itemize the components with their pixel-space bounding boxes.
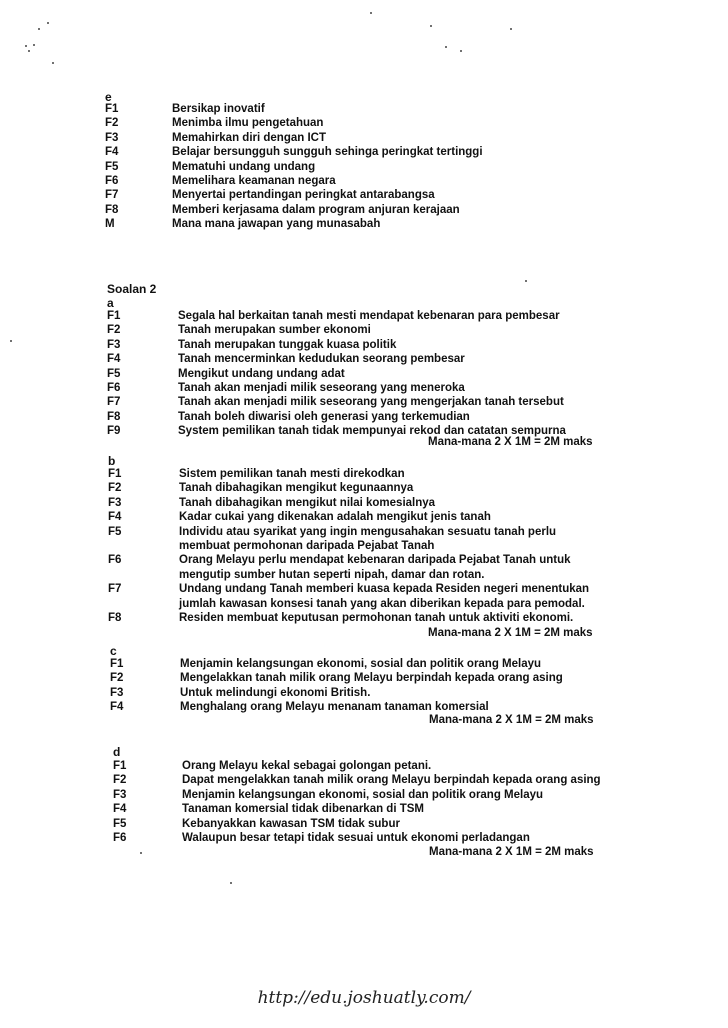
item-code: F6 — [113, 832, 127, 844]
item-code: F1 — [113, 760, 127, 772]
item-code: F6 — [105, 175, 119, 187]
item-text: Tanah merupakan sumber ekonomi — [178, 324, 371, 337]
item-code: F8 — [107, 410, 121, 423]
section-heading: Soalan 2 — [107, 282, 157, 296]
item-text: Tanah boleh diwarisi oleh generasi yang terkemudian — [178, 410, 470, 423]
scan-speck — [445, 46, 447, 48]
item-code: F2 — [108, 482, 122, 495]
item-text: Mengelakkan tanah milik orang Melayu berpindah kepada orang asing — [180, 672, 563, 685]
item-text: Untuk melindungi ekonomi British. — [180, 686, 371, 699]
item-text: Orang Melayu kekal sebagai golongan petani. — [182, 760, 432, 772]
item-code: M — [105, 218, 115, 231]
item-text: Menghalang orang Melayu menanam tanaman komersial — [180, 701, 489, 714]
item-code: F9 — [107, 425, 121, 438]
item-text: Menjamin kelangsungan ekonomi, sosial dan politik orang Melayu — [182, 788, 544, 801]
item-code: F2 — [107, 324, 121, 337]
item-code: F5 — [108, 525, 122, 538]
item-code: F3 — [110, 686, 124, 699]
item-code: F6 — [108, 554, 122, 567]
item-text: Menjamin kelangsungan ekonomi, sosial dan politik orang Melayu — [180, 658, 542, 670]
item-text: Belajar bersungguh sungguh sehinga peringkat tertinggi — [172, 146, 483, 159]
marks-note: Mana-mana 2 X 1M = 2M maks — [428, 627, 593, 639]
item-code: F8 — [105, 203, 119, 216]
item-code: F7 — [105, 189, 119, 202]
item-text: Orang Melayu perlu mendapat kebenaran daripada Pejabat Tanah untuk — [179, 554, 571, 567]
item-code: F1 — [105, 103, 119, 115]
section-letter: c — [110, 644, 117, 658]
scan-speck — [28, 50, 30, 52]
item-code: F5 — [105, 160, 119, 173]
item-text-continued: membuat permohonan daripada Pejabat Tanah — [179, 540, 435, 552]
item-text: Kadar cukai yang dikenakan adalah mengikut jenis tanah — [179, 511, 491, 524]
scan-speck — [370, 12, 372, 14]
item-text: Mematuhi undang undang — [172, 160, 316, 173]
item-text: Tanah merupakan tunggak kuasa politik — [178, 338, 397, 351]
item-text: Tanah dibahagikan mengikut nilai komesialnya — [179, 496, 436, 509]
item-text: Undang undang Tanah memberi kuasa kepada Residen negeri menentukan — [179, 583, 590, 596]
item-text: System pemilikan tanah tidak mempunyai rekod dan catatan sempurna — [178, 425, 566, 438]
scan-speck — [33, 44, 35, 46]
marks-note: Mana-mana 2 X 1M = 2M maks — [429, 714, 594, 726]
item-code: F2 — [110, 672, 124, 685]
item-code: F4 — [108, 511, 122, 524]
item-code: F4 — [105, 146, 119, 159]
section-letter: a — [107, 296, 114, 310]
scan-speck — [38, 28, 40, 30]
item-text: Memahirkan diri dengan ICT — [172, 131, 326, 144]
item-code: F3 — [107, 338, 121, 351]
item-text: Mengikut undang undang adat — [178, 367, 345, 380]
footer-url[interactable]: http://edu.joshuatly.com/ — [257, 988, 471, 1008]
item-code: F6 — [107, 382, 121, 394]
item-text: Memelihara keamanan negara — [172, 175, 336, 187]
item-text: Tanah akan menjadi milik seseorang yang meneroka — [178, 382, 465, 394]
item-text: Residen membuat keputusan permohonan tanah untuk aktiviti ekonomi. — [179, 612, 574, 624]
item-code: F7 — [108, 583, 122, 596]
item-code: F3 — [105, 131, 119, 144]
item-code: F2 — [105, 117, 119, 130]
scan-speck — [52, 62, 54, 64]
item-text: Individu atau syarikat yang ingin mengusahakan sesuatu tanah perlu — [179, 525, 557, 538]
item-code: F4 — [107, 353, 121, 366]
scan-speck — [510, 28, 512, 30]
item-code: F5 — [107, 367, 121, 380]
item-code: F4 — [113, 803, 127, 816]
item-code: F7 — [107, 396, 121, 409]
item-code: F8 — [108, 612, 122, 624]
item-text: Menyertai pertandingan peringkat antarabangsa — [172, 189, 435, 202]
item-code: F3 — [113, 788, 127, 801]
section-letter: e — [105, 90, 112, 104]
scan-speck — [47, 22, 49, 24]
item-text: Walaupun besar tetapi tidak sesuai untuk ekonomi perladangan — [182, 832, 530, 844]
section-letter: d — [113, 745, 121, 759]
item-text: Mana mana jawapan yang munasabah — [172, 218, 381, 231]
scan-speck — [460, 50, 462, 52]
scan-speck — [230, 882, 232, 884]
item-code: F4 — [110, 701, 124, 714]
item-text: Bersikap inovatif — [172, 103, 265, 115]
scan-speck — [430, 25, 432, 27]
item-text: Tanah dibahagikan mengikut kegunaannya — [179, 482, 414, 495]
item-text: Memberi kerjasama dalam program anjuran kerajaan — [172, 203, 460, 216]
item-text: Segala hal berkaitan tanah mesti mendapat kebenaran para pembesar — [178, 310, 560, 322]
scan-speck — [525, 280, 527, 282]
item-text-continued: jumlah kawasan konsesi tanah yang akan diberikan kepada para pemodal. — [179, 597, 585, 610]
item-text: Menimba ilmu pengetahuan — [172, 117, 324, 130]
scan-speck — [140, 852, 142, 854]
scan-speck — [25, 45, 27, 47]
marks-note: Mana-mana 2 X 1M = 2M maks — [428, 436, 593, 448]
item-text-continued: mengutip sumber hutan seperti nipah, damar dan rotan. — [179, 568, 485, 581]
item-text: Sistem pemilikan tanah mesti direkodkan — [179, 468, 405, 480]
item-code: F1 — [108, 468, 122, 480]
item-code: F1 — [107, 310, 121, 322]
item-code: F1 — [110, 658, 124, 670]
item-text: Dapat mengelakkan tanah milik orang Melayu berpindah kepada orang asing — [182, 774, 601, 787]
item-text: Tanah akan menjadi milik seseorang yang mengerjakan tanah tersebut — [178, 396, 564, 409]
item-text: Kebanyakkan kawasan TSM tidak subur — [182, 817, 400, 830]
item-code: F2 — [113, 774, 127, 787]
marks-note: Mana-mana 2 X 1M = 2M maks — [429, 846, 594, 858]
item-code: F5 — [113, 817, 127, 830]
item-text: Tanah mencerminkan kedudukan seorang pembesar — [178, 353, 465, 366]
item-text: Tanaman komersial tidak dibenarkan di TSM — [182, 803, 424, 816]
scan-speck — [10, 340, 12, 342]
item-code: F3 — [108, 496, 122, 509]
section-letter: b — [108, 454, 116, 468]
